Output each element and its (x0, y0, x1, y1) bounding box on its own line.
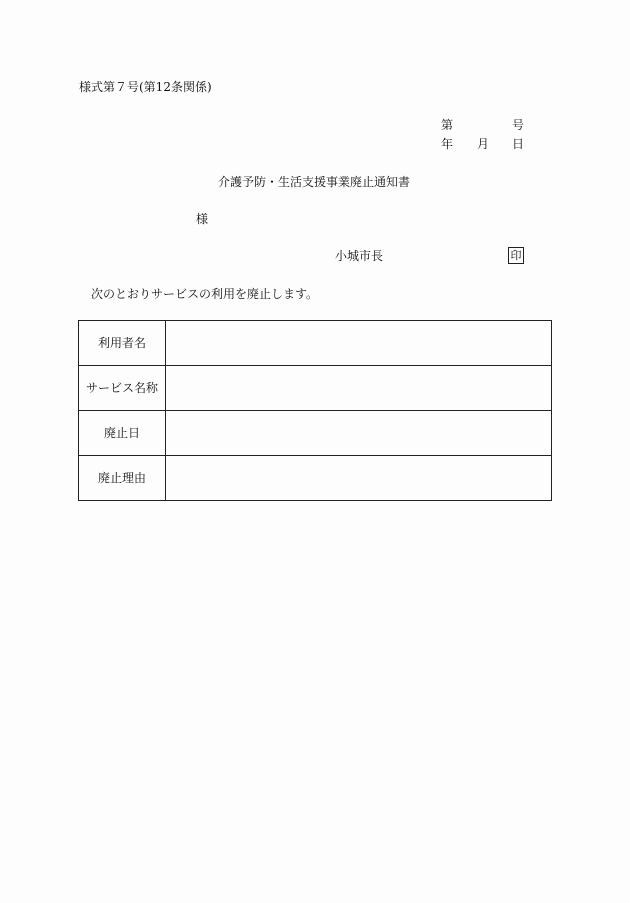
row-value-user-name[interactable] (166, 321, 552, 366)
seal-mark: 印 (508, 247, 524, 264)
form-number: 様式第７号(第12条関係) (79, 80, 212, 94)
row-label-service-name: サービス名称 (79, 366, 166, 411)
info-table (78, 320, 552, 501)
row-label-user-name: 利用者名 (79, 321, 166, 366)
document-number-prefix: 第 (441, 118, 454, 132)
row-value-termination-reason[interactable] (166, 456, 552, 501)
document-title: 介護予防・生活支援事業廃止通知書 (218, 175, 411, 189)
row-label-termination-date: 廃止日 (79, 411, 166, 456)
row-value-termination-date[interactable] (166, 411, 552, 456)
row-label-termination-reason: 廃止理由 (79, 456, 166, 501)
body-text: 次のとおりサービスの利用を廃止します。 (91, 287, 319, 301)
date-month-label: 月 (477, 137, 490, 151)
document-number-suffix: 号 (512, 118, 525, 132)
table-row (79, 366, 552, 411)
table-row (79, 321, 552, 366)
row-value-service-name[interactable] (166, 366, 552, 411)
date-day-label: 日 (512, 137, 525, 151)
table-row (79, 456, 552, 501)
table-row (79, 411, 552, 456)
issuer-name: 小城市長 (335, 249, 384, 263)
addressee-honorific: 様 (196, 212, 209, 226)
date-year-label: 年 (441, 137, 454, 151)
